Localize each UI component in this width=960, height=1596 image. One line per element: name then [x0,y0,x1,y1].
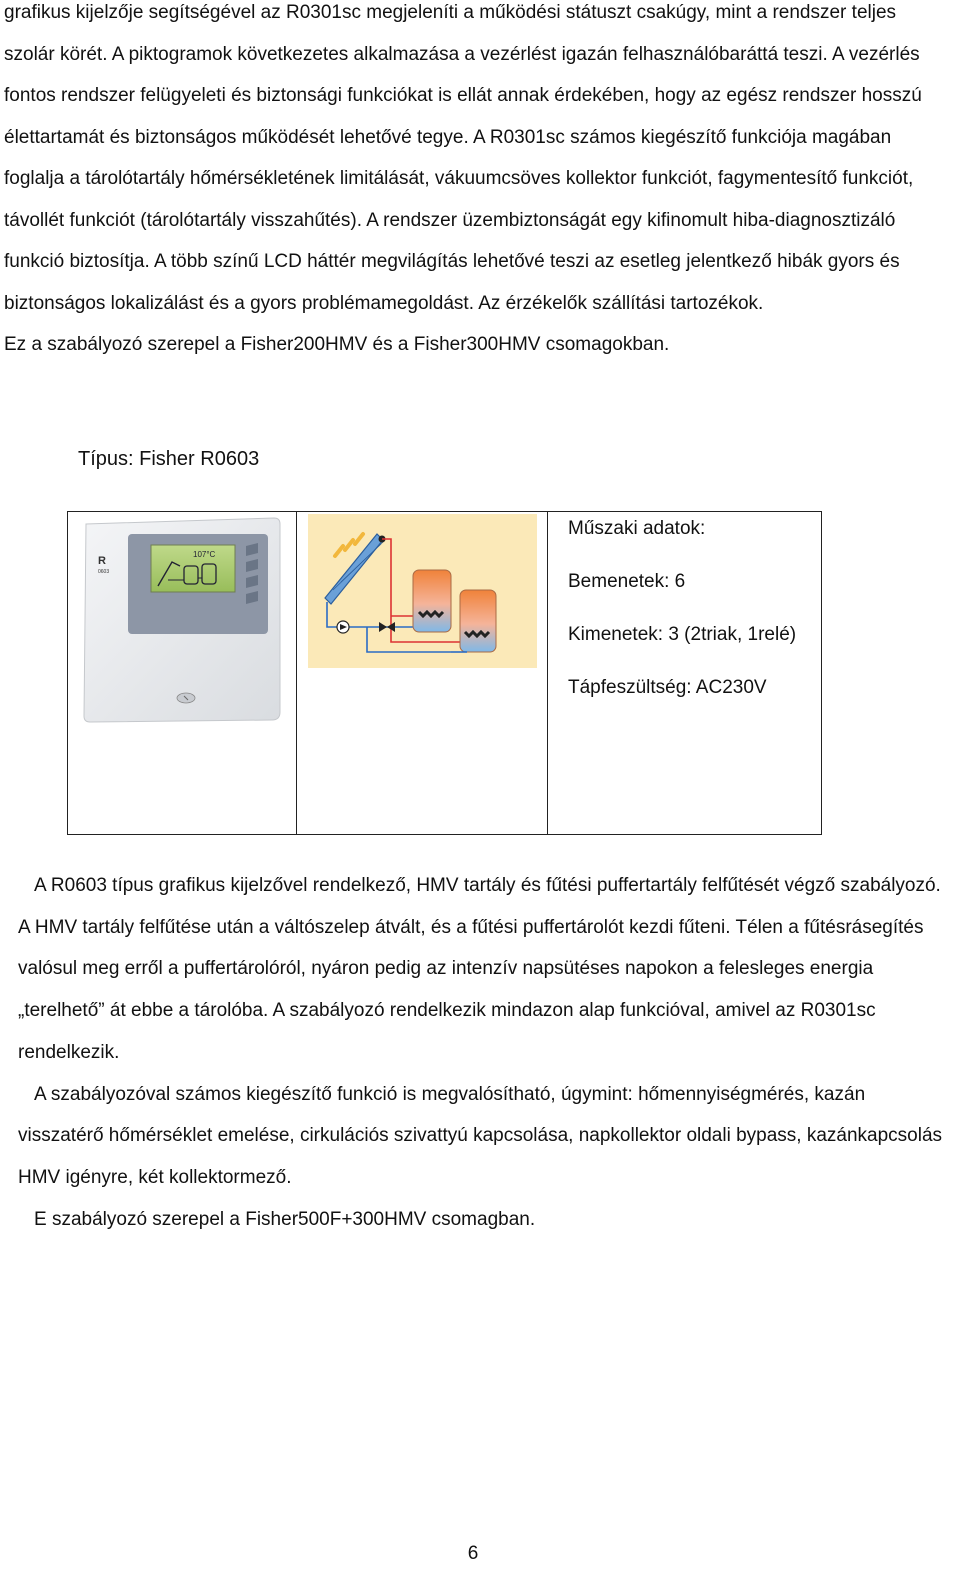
specs-cell [548,512,822,835]
device-letter: R [98,555,106,567]
system-diagram-cell [297,512,548,835]
buffer-tank-icon [460,590,496,652]
page-number: 6 [467,1543,479,1564]
display-temp: 107°C [193,550,216,559]
device-model: 0603 [98,569,110,575]
system-diagram [297,512,547,829]
type-label: Típus: Fisher R0603 [78,448,260,470]
spec-table [67,511,822,835]
spec-inputs: Bemenetek: 6 [568,571,686,592]
intro-text: grafikus kijelzője segítségével az R0301sc megjeleníti a működési státuszt csakúgy, mint a rendszer teljes szolár körét. A piktogramok következetes alkalmazása a vezérlést igazán felhasználóbaráttá teszi. A vezérlés fontos rendszer felügyeleti és biztonsági funkciókat is ellát annak érdekében, hogy az egész rendszer hosszú élettartamát és biztonságos működését lehetővé tegye. A R0301sc számos kiegészítő funkciója magában foglalja a tárolótartály hőmérsékletének limitálását, vákuumcsöves kollektor funkciót, fagymentesítő funkciót, távollét funkciót (tárolótartály visszahűtés). A rendszer üzembiztonságát egy kifinomult hiba-diagnosztizáló funkció biztosítja. A több színű LCD háttér megvilágítás lehetővé teszi az esetleg jelentkező hibák gyors és biztonságos lokalizálást és a gyors problémamegoldást. Az érzékelők szállítási tartozékok. [4,2,922,314]
description-text [18,865,943,1240]
spec-supply: Tápfeszültség: AC230V [568,677,767,698]
intro-paragraph [4,0,944,366]
spec-outputs: Kimenetek: 3 (2triak, 1relé) [568,624,797,645]
paragraph-1: A R0603 típus grafikus kijelzővel rendelkező, HMV tartály és fűtési puffertartály felfűtését végző szabályozó. A HMV tartály felfűtése után a váltószelep átvált, és a fűtési puffertárolót kezdi fűteni. Télen a fűtésrásegítés valósul meg erről a puffertárolóról, nyáron pedig az intenzív napsütéses napokon a felesleges energia „terelhető” át ebbe a tárolóba. A szabályozó rendelkezik mindazon alap funkcióval, amivel az R0301sc rendelkezik. [18,875,941,1063]
intro-package-line: Ez a szabályozó szerepel a Fisher200HMV és a Fisher300HMV csomagokban. [4,334,670,355]
controller-image [68,512,296,829]
dhw-tank-icon [413,570,451,632]
paragraph-2: A szabályozóval számos kiegészítő funkció is megvalósítható, úgymint: hőmennyiségmérés, kazán visszatérő hőmérséklet emelése, cirkulációs szivattyú kapcsolása, napkollektor oldali bypass, kazánkapcsolás HMV igényre, két kollektormező. [18,1083,943,1188]
controller-image-cell [68,512,297,835]
paragraph-3: E szabályozó szerepel a Fisher500F+300HMV csomagban. [34,1208,536,1230]
specs-heading: Műszaki adatok: [568,518,706,539]
